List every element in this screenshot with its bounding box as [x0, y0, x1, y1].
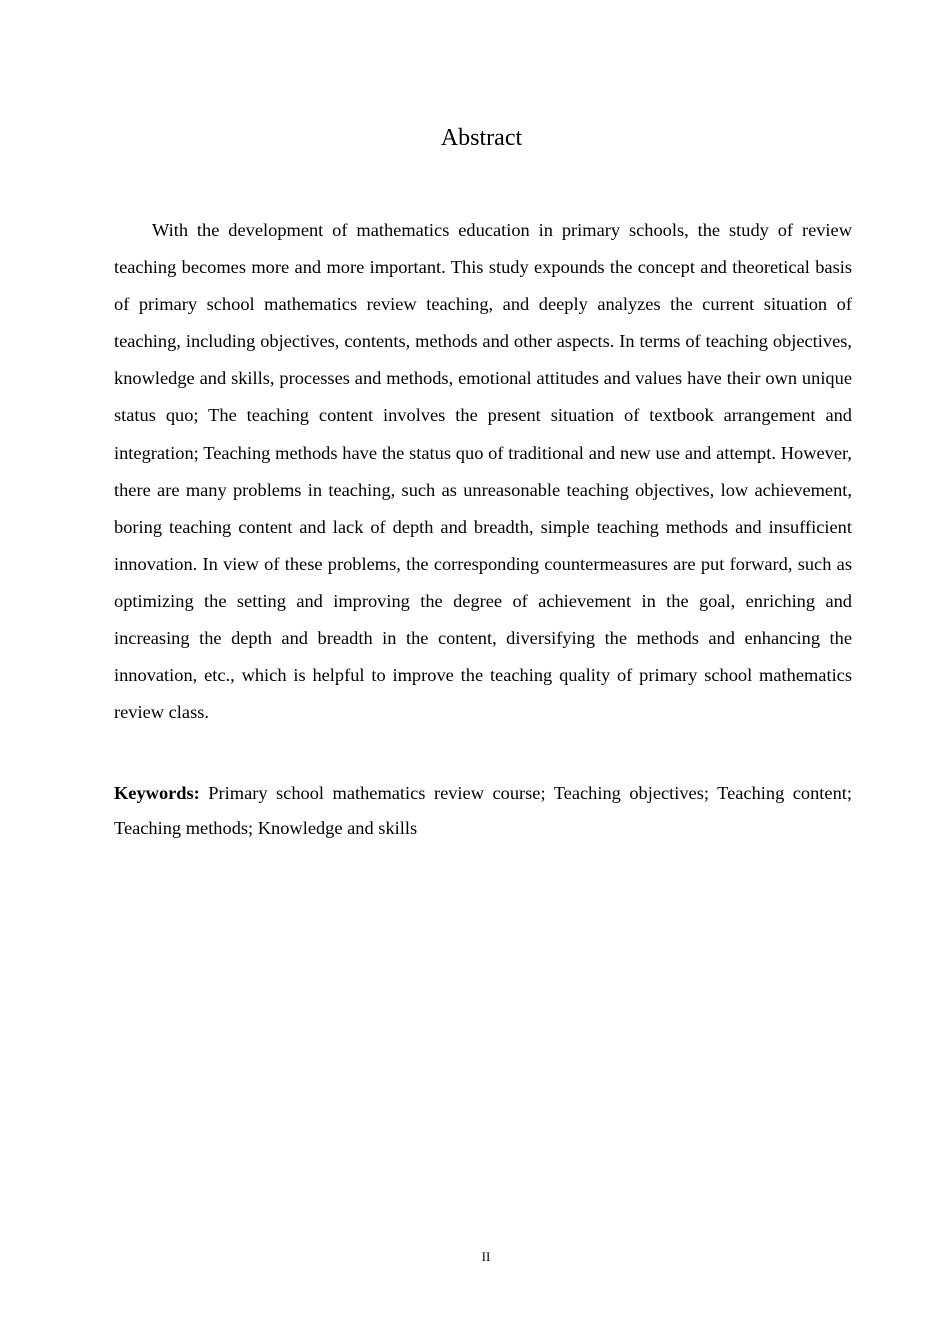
keywords-label: Keywords:	[114, 783, 200, 803]
abstract-title: Abstract	[440, 125, 523, 151]
keywords-line	[114, 776, 852, 846]
keywords-text: Primary school mathematics review course; Teaching objectives; Teaching content; Teaching methods; Knowledge and skills	[114, 783, 852, 838]
page-number: II	[481, 1249, 491, 1264]
abstract-paragraph: With the development of mathematics education in primary schools, the study of review teaching becomes more and more important. This study expounds the concept and theoretical basis of primary school mathematics review teaching, and deeply analyzes the current situation of teaching, including objectives, contents, methods and other aspects. In terms of teaching objectives, knowledge and skills, processes and methods, emotional attitudes and values have their own unique status quo; The teaching content involves the present situation of textbook arrangement and integration; Teaching methods have the status quo of traditional and new use and attempt. However, there are many problems in teaching, such as unreasonable teaching objectives, low achievement, boring teaching content and lack of depth and breadth, simple teaching methods and insufficient innovation. In view of these problems, the corresponding countermeasures are put forward, such as optimizing the setting and improving the degree of achievement in the goal, enriching and increasing the depth and breadth in the content, diversifying the methods and enhancing the innovation, etc., which is helpful to improve the teaching quality of primary school mathematics review class.	[114, 220, 852, 723]
